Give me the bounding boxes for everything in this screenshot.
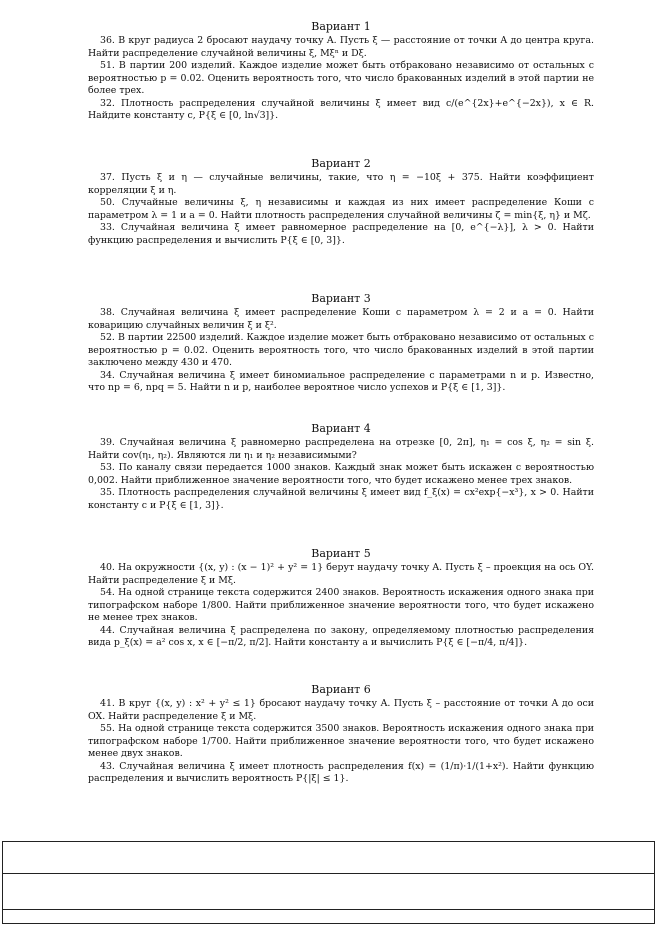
problem-54: 54. На одной странице текста содержится 2400 знаков. Вероятность искажения одного знака при типографском наборе 1/800. Найти приближенное значение вероятности того, что будет искажено не менее трех знаков. bbox=[88, 587, 594, 623]
problem-33: 33. Случайная величина ξ имеет равномерное распределение на [0, e^{−λ}], λ > 0. Найти функцию распределения и вычислить P{ξ ∈ [0, 3]}. bbox=[88, 222, 594, 246]
variant-5 bbox=[88, 547, 594, 650]
footer-row bbox=[3, 874, 654, 910]
problem-39: 39. Случайная величина ξ равномерно распределена на отрезке [0, 2π], η₁ = cos ξ, η₂ = sin ξ. Найти cov(η₁, η₂). Являются ли η₁ и η₂ независимыми? bbox=[88, 437, 594, 461]
variant-title: Вариант 4 bbox=[311, 422, 371, 435]
variant-1 bbox=[88, 20, 594, 123]
variant-title: Вариант 2 bbox=[311, 157, 371, 170]
problem-38: 38. Случайная величина ξ имеет распределение Коши с параметром λ = 2 и a = 0. Найти коварицию случайных величин ξ и ξ². bbox=[88, 307, 594, 331]
problem-53: 53. По каналу связи передается 1000 знаков. Каждый знак может быть искажен с вероятностью 0,002. Найти приближенное значение вероятности того, что будет искажено менее трех знаков. bbox=[88, 462, 594, 486]
problem-41: 41. В круг {(x, y) : x² + y² ≤ 1} бросают наудачу точку A. Пусть ξ – расстояние от точки A до оси OX. Найти распределение ξ и Mξ. bbox=[88, 698, 594, 722]
problem-51: 51. В партии 200 изделий. Каждое изделие может быть отбраковано независимо от остальных с вероятностью p = 0.02. Оценить вероятность того, что число бракованных изделий в этой партии не более трех. bbox=[88, 60, 594, 96]
problem-40: 40. На окружности {(x, y) : (x − 1)² + y² = 1} берут наудачу точку A. Пусть ξ – проекция на ось OY. Найти распределение ξ и Mξ. bbox=[88, 562, 594, 586]
problem-32: 32. Плотность распределения случайной величины ξ имеет вид c/(e^{2x}+e^{−2x}), x ∈ R. Найдите константу c, P{ξ ∈ [0, ln√3]}. bbox=[88, 97, 594, 121]
problem-50: 50. Случайные величины ξ, η независимы и каждая из них имеет распределение Коши с параметром λ = 1 и a = 0. Найти плотность распределения случайной величины ζ = min{ξ, η} и Mζ. bbox=[88, 197, 594, 221]
variant-title: Вариант 1 bbox=[311, 20, 371, 33]
variant-title: Вариант 3 bbox=[311, 292, 371, 305]
problem-55: 55. На одной странице текста содержится 3500 знаков. Вероятность искажения одного знака при типографском наборе 1/700. Найти приближенное значение вероятности того, что будет искажено менее двух знаков. bbox=[88, 723, 594, 759]
variant-2 bbox=[88, 157, 594, 247]
problem-36: 36. В круг радиуса 2 бросают наудачу точку A. Пусть ξ — расстояние от точки A до центра круга. Найти распределение случайной величины ξ, Mξⁿ и Dξ. bbox=[88, 35, 594, 59]
variant-title: Вариант 6 bbox=[311, 683, 371, 696]
problem-35: 35. Плотность распределения случайной величины ξ имеет вид f_ξ(x) = cx²exp{−x³}, x > 0. Найти константу c и P{ξ ∈ [1, 3]}. bbox=[88, 487, 594, 511]
problem-37: 37. Пусть ξ и η — случайные величины, такие, что η = −10ξ + 375. Найти коэффициент корреляции ξ и η. bbox=[88, 172, 594, 196]
footer-row bbox=[3, 842, 654, 874]
problem-43: 43. Случайная величина ξ имеет плотность распределения f(x) = (1/π)·1/(1+x²). Найти функцию распределения и вычислить вероятность P{|ξ| ≤ 1}. bbox=[88, 760, 594, 784]
problem-52: 52. В партии 22500 изделий. Каждое изделие может быть отбраковано независимо от остальных с вероятностью p = 0.02. Оценить вероятность того, что число бракованных изделий в этой партии заключено между 430 и 470. bbox=[88, 332, 594, 368]
footer-table bbox=[2, 841, 655, 924]
variant-title: Вариант 5 bbox=[311, 547, 371, 560]
problem-34: 34. Случайная величина ξ имеет биномиальное распределение с параметрами n и p. Известно, что np = 6, npq = 5. Найти n и p, наиболее вероятное число успехов и P{ξ ∈ [1, 3]}. bbox=[88, 369, 594, 393]
variant-3 bbox=[88, 292, 594, 395]
variant-6 bbox=[88, 683, 594, 786]
variant-4 bbox=[88, 422, 594, 512]
footer-row bbox=[3, 910, 654, 924]
problem-44: 44. Случайная величина ξ распределена по закону, определяемому плотностью распределения вида p_ξ(x) = a² cos x, x ∈ [−π/2, π/2]. Найти константу a и вычислить P{ξ ∈ [−π/4, π/4]}. bbox=[88, 624, 594, 648]
